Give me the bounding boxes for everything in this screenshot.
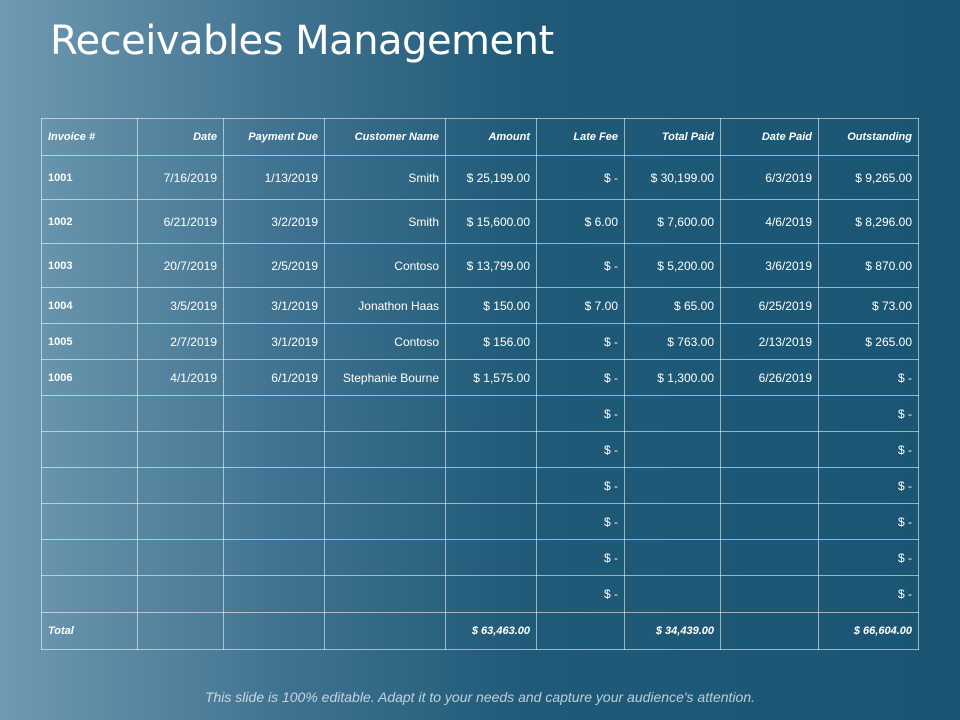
cell-date-paid	[721, 540, 819, 576]
cell-customer-name: Jonathon Haas	[325, 288, 446, 324]
header-row	[42, 119, 919, 156]
cell-date	[138, 504, 224, 540]
cell-customer-name: Contoso	[325, 244, 446, 288]
cell-late-fee: $ -	[537, 468, 625, 504]
cell-date-paid: 6/25/2019	[721, 288, 819, 324]
header-date-paid: Date Paid	[721, 119, 819, 156]
cell-date-paid	[721, 576, 819, 613]
header-date: Date	[138, 119, 224, 156]
cell-outstanding: $ -	[819, 504, 919, 540]
table-row	[42, 156, 919, 200]
cell-outstanding: $ -	[819, 360, 919, 396]
cell-payment-due: 3/1/2019	[224, 324, 325, 360]
cell-late-fee: $ -	[537, 576, 625, 613]
total-date	[138, 613, 224, 650]
cell-payment-due	[224, 396, 325, 432]
cell-late-fee: $ -	[537, 504, 625, 540]
table-row	[42, 540, 919, 576]
cell-late-fee: $ -	[537, 156, 625, 200]
cell-amount: $ 15,600.00	[446, 200, 537, 244]
cell-late-fee: $ -	[537, 324, 625, 360]
table-row	[42, 576, 919, 613]
cell-customer-name: Smith	[325, 200, 446, 244]
cell-invoice	[42, 540, 138, 576]
cell-payment-due: 3/2/2019	[224, 200, 325, 244]
table-row	[42, 468, 919, 504]
cell-payment-due	[224, 432, 325, 468]
cell-date: 4/1/2019	[138, 360, 224, 396]
cell-date	[138, 576, 224, 613]
cell-date-paid	[721, 504, 819, 540]
total-payment-due	[224, 613, 325, 650]
cell-invoice	[42, 504, 138, 540]
cell-total-paid	[625, 396, 721, 432]
cell-outstanding: $ -	[819, 540, 919, 576]
cell-amount: $ 1,575.00	[446, 360, 537, 396]
cell-date-paid: 3/6/2019	[721, 244, 819, 288]
cell-date	[138, 432, 224, 468]
cell-outstanding: $ 870.00	[819, 244, 919, 288]
cell-invoice	[42, 468, 138, 504]
receivables-table	[41, 118, 919, 650]
cell-customer-name	[325, 540, 446, 576]
cell-invoice: 1005	[42, 324, 138, 360]
cell-date	[138, 396, 224, 432]
cell-date-paid: 6/26/2019	[721, 360, 819, 396]
cell-customer-name: Contoso	[325, 324, 446, 360]
cell-amount	[446, 504, 537, 540]
cell-date-paid	[721, 396, 819, 432]
cell-outstanding: $ -	[819, 432, 919, 468]
cell-date-paid: 6/3/2019	[721, 156, 819, 200]
cell-payment-due	[224, 540, 325, 576]
cell-customer-name	[325, 432, 446, 468]
cell-date-paid: 4/6/2019	[721, 200, 819, 244]
total-late-fee	[537, 613, 625, 650]
cell-amount: $ 25,199.00	[446, 156, 537, 200]
cell-date: 3/5/2019	[138, 288, 224, 324]
cell-late-fee: $ -	[537, 396, 625, 432]
table-row	[42, 288, 919, 324]
cell-invoice	[42, 396, 138, 432]
cell-invoice: 1006	[42, 360, 138, 396]
cell-invoice	[42, 576, 138, 613]
cell-total-paid	[625, 432, 721, 468]
cell-invoice: 1001	[42, 156, 138, 200]
cell-invoice: 1004	[42, 288, 138, 324]
total-row	[42, 613, 919, 650]
cell-outstanding: $ 73.00	[819, 288, 919, 324]
cell-amount: $ 156.00	[446, 324, 537, 360]
cell-late-fee: $ -	[537, 360, 625, 396]
table-row	[42, 396, 919, 432]
cell-date: 7/16/2019	[138, 156, 224, 200]
cell-payment-due	[224, 468, 325, 504]
cell-total-paid: $ 763.00	[625, 324, 721, 360]
cell-amount	[446, 576, 537, 613]
cell-total-paid	[625, 540, 721, 576]
cell-late-fee: $ -	[537, 540, 625, 576]
cell-outstanding: $ -	[819, 396, 919, 432]
cell-payment-due: 2/5/2019	[224, 244, 325, 288]
total-customer-name	[325, 613, 446, 650]
table-row	[42, 244, 919, 288]
cell-total-paid: $ 1,300.00	[625, 360, 721, 396]
cell-customer-name: Stephanie Bourne	[325, 360, 446, 396]
cell-total-paid: $ 30,199.00	[625, 156, 721, 200]
cell-total-paid: $ 5,200.00	[625, 244, 721, 288]
header-customer-name: Customer Name	[325, 119, 446, 156]
header-outstanding: Outstanding	[819, 119, 919, 156]
footer-note: This slide is 100% editable. Adapt it to your needs and capture your audience's attention.	[204, 689, 756, 705]
cell-payment-due	[224, 576, 325, 613]
table-row	[42, 324, 919, 360]
table-row	[42, 200, 919, 244]
cell-invoice: 1002	[42, 200, 138, 244]
cell-outstanding: $ 265.00	[819, 324, 919, 360]
cell-date-paid	[721, 468, 819, 504]
cell-outstanding: $ -	[819, 468, 919, 504]
cell-amount: $ 150.00	[446, 288, 537, 324]
total-amount: $ 63,463.00	[446, 613, 537, 650]
cell-date	[138, 468, 224, 504]
cell-customer-name	[325, 396, 446, 432]
header-late-fee: Late Fee	[537, 119, 625, 156]
cell-payment-due	[224, 504, 325, 540]
header-total-paid: Total Paid	[625, 119, 721, 156]
cell-amount	[446, 468, 537, 504]
total-invoice: Total	[42, 613, 138, 650]
cell-payment-due: 3/1/2019	[224, 288, 325, 324]
cell-invoice	[42, 432, 138, 468]
cell-amount	[446, 432, 537, 468]
cell-late-fee: $ 6.00	[537, 200, 625, 244]
cell-total-paid	[625, 504, 721, 540]
cell-outstanding: $ 9,265.00	[819, 156, 919, 200]
cell-date	[138, 540, 224, 576]
cell-date-paid: 2/13/2019	[721, 324, 819, 360]
table-row	[42, 432, 919, 468]
header-invoice: Invoice #	[42, 119, 138, 156]
cell-date: 2/7/2019	[138, 324, 224, 360]
cell-outstanding: $ 8,296.00	[819, 200, 919, 244]
table-row	[42, 360, 919, 396]
cell-late-fee: $ -	[537, 432, 625, 468]
cell-payment-due: 1/13/2019	[224, 156, 325, 200]
cell-amount	[446, 540, 537, 576]
total-date-paid	[721, 613, 819, 650]
table-row	[42, 504, 919, 540]
cell-total-paid: $ 65.00	[625, 288, 721, 324]
cell-payment-due: 6/1/2019	[224, 360, 325, 396]
page-title: Receivables Management	[50, 18, 554, 64]
total-outstanding: $ 66,604.00	[819, 613, 919, 650]
cell-late-fee: $ 7.00	[537, 288, 625, 324]
cell-customer-name: Smith	[325, 156, 446, 200]
cell-date: 20/7/2019	[138, 244, 224, 288]
cell-date-paid	[721, 432, 819, 468]
cell-outstanding: $ -	[819, 576, 919, 613]
cell-total-paid	[625, 576, 721, 613]
cell-invoice: 1003	[42, 244, 138, 288]
cell-total-paid	[625, 468, 721, 504]
header-payment-due: Payment Due	[224, 119, 325, 156]
cell-amount: $ 13,799.00	[446, 244, 537, 288]
cell-total-paid: $ 7,600.00	[625, 200, 721, 244]
cell-date: 6/21/2019	[138, 200, 224, 244]
cell-late-fee: $ -	[537, 244, 625, 288]
header-amount: Amount	[446, 119, 537, 156]
cell-customer-name	[325, 468, 446, 504]
cell-customer-name	[325, 504, 446, 540]
cell-amount	[446, 396, 537, 432]
cell-customer-name	[325, 576, 446, 613]
total-total-paid: $ 34,439.00	[625, 613, 721, 650]
